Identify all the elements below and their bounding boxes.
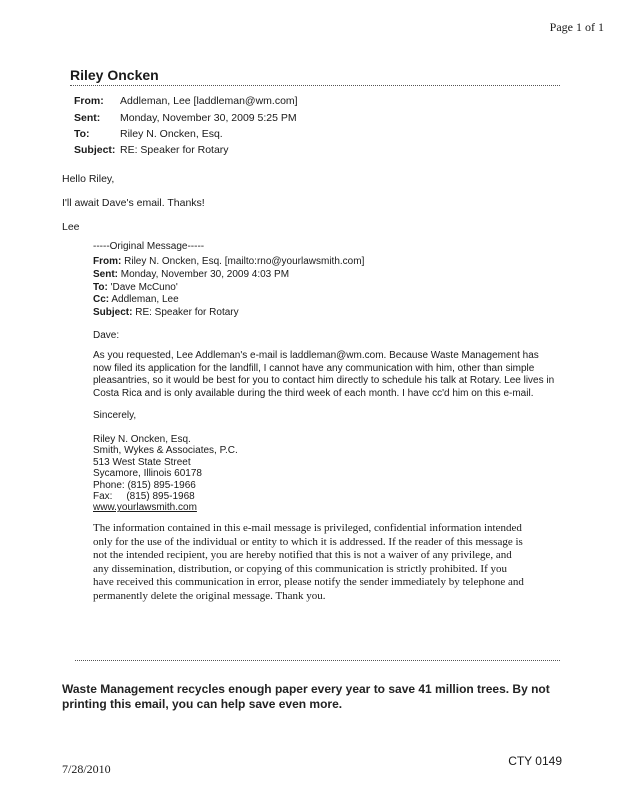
signature-block — [93, 434, 238, 514]
reply-greeting: Hello Riley, — [62, 173, 115, 185]
disclaimer-line: have received this communication in error, please notify the sender immediately by telephone and — [93, 576, 524, 589]
subject-label: Subject: — [74, 144, 116, 156]
signature-city: Sycamore, Illinois 60178 — [93, 468, 202, 480]
original-sent — [93, 269, 289, 280]
to-value: Riley N. Oncken, Esq. — [120, 128, 223, 140]
document-code: CTY 0149 — [508, 754, 562, 768]
original-cc-value: Addleman, Lee — [111, 294, 179, 305]
footer-divider — [75, 660, 560, 661]
page-number: Page 1 of 1 — [549, 20, 604, 34]
original-subject-value: RE: Speaker for Rotary — [135, 307, 239, 318]
disclaimer-line: only for the use of the individual or entity to which it is addressed. If the reader of this message is — [93, 535, 523, 548]
from-value: Addleman, Lee [laddleman@wm.com] — [120, 95, 298, 107]
subject-value: RE: Speaker for Rotary — [120, 144, 229, 156]
reply-signoff: Lee — [62, 221, 80, 233]
disclaimer — [93, 522, 524, 604]
print-date: 7/28/2010 — [62, 762, 111, 776]
footer-note-line: printing this email, you can help save even more. — [62, 697, 343, 711]
header-divider — [70, 85, 560, 86]
signature-name: Riley N. Oncken, Esq. — [93, 434, 191, 445]
original-subject-label: Subject: — [93, 307, 133, 318]
disclaimer-line: The information contained in this e-mail message is privileged, confidential information intended — [93, 522, 522, 534]
disclaimer-line: not the intended recipient, you are hereby notified that this is not a waiver of any privilege, and — [93, 549, 512, 562]
signature-website-link[interactable]: www.yourlawsmith.com — [93, 502, 197, 514]
original-closing: Sincerely, — [93, 410, 137, 421]
signature-phone: Phone: (815) 895-1966 — [93, 479, 196, 491]
signature-firm: Smith, Wykes & Associates, P.C. — [93, 445, 238, 457]
original-from — [93, 256, 364, 267]
footer-note — [62, 682, 550, 712]
original-sent-value: Monday, November 30, 2009 4:03 PM — [120, 269, 290, 280]
reply-line: I'll await Dave's email. Thanks! — [62, 197, 205, 209]
original-to-value: 'Dave McCuno' — [110, 282, 178, 293]
original-salutation: Dave: — [93, 330, 120, 341]
email-header — [74, 95, 374, 165]
original-to — [93, 282, 178, 293]
original-from-value: Riley N. Oncken, Esq. [mailto:rno@yourlawsmith.com] — [124, 256, 365, 267]
original-to-label: To: — [93, 282, 108, 293]
original-from-label: From: — [93, 256, 122, 267]
to-label: To: — [74, 128, 90, 140]
original-subject — [93, 307, 239, 318]
disclaimer-line: permanently delete the original message. Thank you. — [93, 589, 326, 602]
signature-fax: Fax: (815) 895-1968 — [93, 491, 195, 503]
original-paragraph: As you requested, Lee Addleman's e-mail is laddleman@wm.com. Because Waste Management has now filed its application for the landfill, I cannot have any communication with him, other than simple pleasantries, so it would be best for you to contact him directly to schedule his talk at Rotary. Lee lives in Costa Rica and is only available during the third week of each month. I have cc'd him on this e-mail. — [93, 350, 555, 399]
sender-name: Riley Oncken — [70, 67, 159, 83]
sent-value: Monday, November 30, 2009 5:25 PM — [120, 112, 297, 124]
disclaimer-line: any dissemination, distribution, or copying of this communication is strictly prohibited. If you — [93, 562, 507, 575]
original-marker: -----Original Message----- — [93, 241, 205, 252]
sent-label: Sent: — [74, 112, 101, 124]
original-sent-label: Sent: — [93, 269, 118, 280]
original-cc-label: Cc: — [93, 294, 110, 305]
signature-street: 513 West State Street — [93, 456, 191, 468]
footer-note-line: Waste Management recycles enough paper every year to save 41 million trees. By not — [62, 682, 550, 696]
original-cc — [93, 294, 179, 305]
from-label: From: — [74, 95, 104, 107]
